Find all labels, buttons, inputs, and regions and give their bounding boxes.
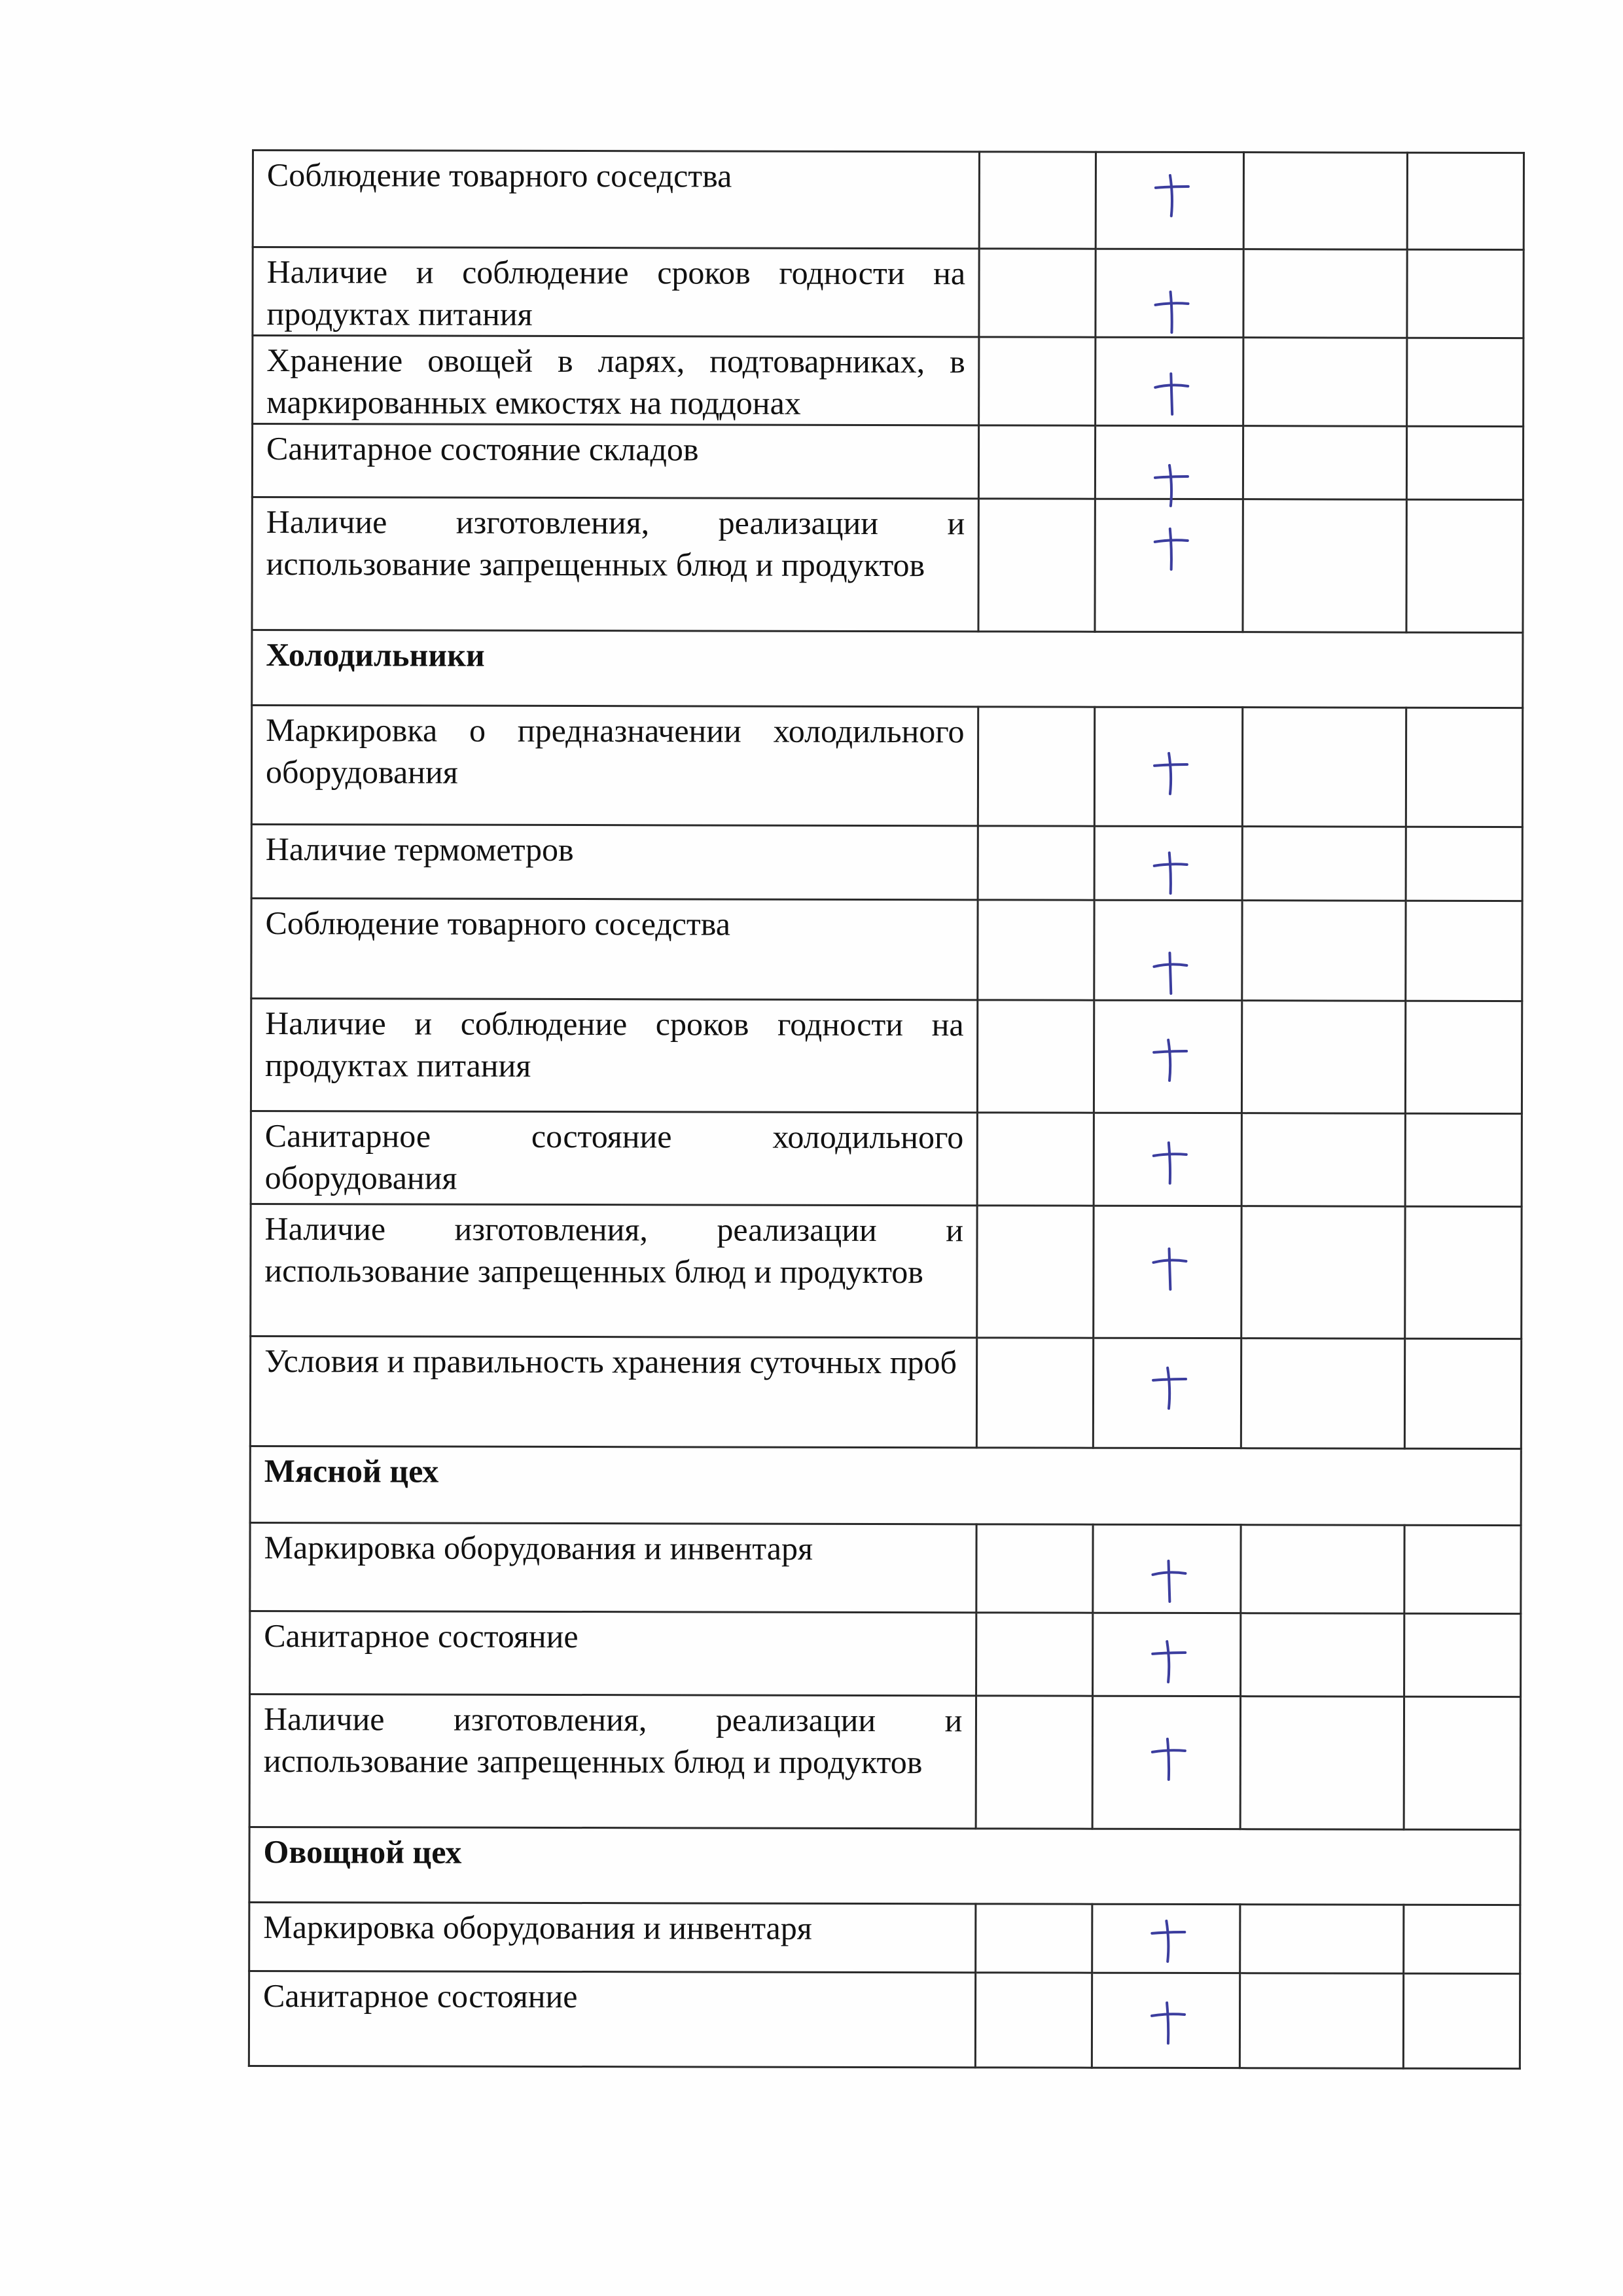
empty-cell xyxy=(1406,901,1522,1001)
empty-cell xyxy=(1240,1905,1404,1974)
handwritten-plus-mark xyxy=(1150,1558,1188,1604)
empty-cell xyxy=(1242,827,1406,901)
section-title: Овощной цех xyxy=(249,1827,1520,1905)
empty-cell xyxy=(1407,249,1524,338)
empty-cell xyxy=(1407,426,1524,499)
criterion-text: Санитарное состояние xyxy=(249,1971,976,2067)
handwritten-plus-mark xyxy=(1152,850,1190,896)
empty-cell xyxy=(1406,827,1522,901)
empty-cell xyxy=(1406,1113,1522,1206)
handwritten-plus-mark xyxy=(1151,1140,1189,1186)
table-row xyxy=(249,1694,1520,1829)
criterion-text: Маркировка оборудования и инвентаря xyxy=(250,1522,977,1612)
mark-cell xyxy=(1096,152,1243,249)
empty-cell xyxy=(1406,1001,1522,1113)
criterion-text: Санитарное состояние холодильного оборудования xyxy=(251,1111,978,1205)
table-row xyxy=(249,1902,1520,1973)
criterion-text: Соблюдение товарного соседства xyxy=(251,899,978,1000)
section-header-row xyxy=(249,1827,1520,1905)
empty-cell xyxy=(976,1524,1093,1613)
empty-cell xyxy=(1408,152,1524,249)
empty-cell xyxy=(979,425,1096,499)
empty-cell xyxy=(1405,1206,1522,1338)
empty-cell xyxy=(1404,1973,1520,2068)
table-row xyxy=(251,999,1522,1114)
table-row xyxy=(249,1971,1520,2068)
criterion-text: Хранение овощей в ларях, подтоварниках, в маркированных емкостях на поддонах xyxy=(253,336,980,425)
mark-cell xyxy=(1093,1338,1241,1448)
table-row xyxy=(253,247,1524,338)
mark-cell xyxy=(1094,707,1242,826)
mark-cell xyxy=(1094,826,1242,900)
empty-cell xyxy=(1404,1696,1521,1829)
mark-cell xyxy=(1094,900,1242,1000)
criterion-text: Санитарное состояние складов xyxy=(252,424,979,499)
empty-cell xyxy=(1404,1905,1520,1973)
empty-cell xyxy=(978,1113,1094,1206)
table-row xyxy=(250,1336,1521,1448)
handwritten-plus-mark xyxy=(1149,1918,1187,1964)
empty-cell xyxy=(980,152,1096,249)
criterion-text: Условия и правильность хранения суточных проб xyxy=(250,1336,977,1447)
handwritten-plus-mark xyxy=(1151,950,1189,996)
section-title: Мясной цех xyxy=(250,1446,1521,1525)
handwritten-plus-mark xyxy=(1152,526,1190,572)
table-row xyxy=(253,336,1524,427)
criterion-text: Санитарное состояние xyxy=(250,1611,977,1695)
empty-cell xyxy=(1241,1113,1406,1207)
mark-cell xyxy=(1092,1973,1240,2068)
handwritten-plus-mark xyxy=(1150,1246,1188,1292)
empty-cell xyxy=(1406,708,1523,827)
table-row xyxy=(253,151,1524,250)
mark-cell xyxy=(1093,1524,1241,1613)
handwritten-plus-mark xyxy=(1151,1037,1189,1083)
empty-cell xyxy=(1243,499,1407,633)
section-title: Холодильники xyxy=(252,630,1523,708)
empty-cell xyxy=(1243,338,1408,427)
mark-cell xyxy=(1093,1613,1241,1696)
mark-cell xyxy=(1095,425,1243,499)
empty-cell xyxy=(978,499,1095,632)
mark-cell xyxy=(1094,1000,1241,1113)
empty-cell xyxy=(979,249,1096,337)
empty-cell xyxy=(1405,1338,1522,1448)
handwritten-plus-mark xyxy=(1150,1365,1188,1411)
table-row xyxy=(251,825,1522,901)
mark-cell xyxy=(1096,249,1243,337)
empty-cell xyxy=(978,707,1095,826)
table-row xyxy=(251,706,1522,827)
empty-cell xyxy=(1241,1525,1405,1614)
empty-cell xyxy=(1407,338,1524,426)
mark-cell xyxy=(1095,499,1243,632)
empty-cell xyxy=(1404,1613,1521,1696)
handwritten-plus-mark xyxy=(1150,1639,1188,1685)
criterion-text: Наличие и соблюдение сроков годности на продуктах питания xyxy=(251,999,978,1113)
section-header-row xyxy=(252,630,1523,708)
handwritten-plus-mark xyxy=(1150,1736,1188,1782)
handwritten-plus-mark xyxy=(1152,289,1190,335)
handwritten-plus-mark xyxy=(1149,2000,1187,2046)
section-header-row xyxy=(250,1446,1521,1525)
criterion-text: Наличие и соблюдение сроков годности на продуктах питания xyxy=(253,247,980,337)
empty-cell xyxy=(1241,1206,1406,1339)
empty-cell xyxy=(976,1904,1092,1973)
empty-cell xyxy=(1404,1525,1521,1613)
table-row xyxy=(252,424,1523,500)
empty-cell xyxy=(978,826,1095,900)
table-row xyxy=(252,497,1523,633)
criterion-text: Маркировка оборудования и инвентаря xyxy=(249,1902,976,1972)
empty-cell xyxy=(1241,1613,1405,1697)
empty-cell xyxy=(978,900,1094,1000)
empty-cell xyxy=(977,1338,1094,1448)
empty-cell xyxy=(979,337,1096,425)
criterion-text: Наличие изготовления, реализации и использование запрещенных блюд и продуктов xyxy=(249,1694,976,1828)
mark-cell xyxy=(1092,1696,1240,1829)
checklist-table xyxy=(248,149,1525,2070)
empty-cell xyxy=(1242,708,1406,827)
mark-cell xyxy=(1094,1206,1241,1338)
empty-cell xyxy=(1243,249,1408,338)
handwritten-plus-mark xyxy=(1152,371,1190,417)
empty-cell xyxy=(977,1206,1094,1338)
criterion-text: Наличие изготовления, реализации и использование запрещенных блюд и продуктов xyxy=(251,1204,978,1337)
empty-cell xyxy=(1406,499,1523,632)
empty-cell xyxy=(1241,1338,1405,1449)
empty-cell xyxy=(976,1973,1092,2068)
mark-cell xyxy=(1094,1113,1241,1206)
empty-cell xyxy=(1242,901,1406,1001)
empty-cell xyxy=(1241,1001,1406,1114)
handwritten-plus-mark xyxy=(1152,751,1190,797)
empty-cell xyxy=(1240,1973,1404,2069)
criterion-text: Наличие термометров xyxy=(251,825,978,900)
table-row xyxy=(251,1111,1522,1206)
criterion-text: Наличие изготовления, реализации и использование запрещенных блюд и продуктов xyxy=(252,497,979,632)
empty-cell xyxy=(976,1696,1093,1829)
table-row xyxy=(251,899,1522,1001)
table-row xyxy=(250,1611,1521,1696)
empty-cell xyxy=(978,1000,1094,1113)
mark-cell xyxy=(1096,337,1243,425)
empty-cell xyxy=(1243,152,1408,250)
table-row xyxy=(250,1522,1521,1613)
empty-cell xyxy=(1243,426,1407,500)
empty-cell xyxy=(1240,1696,1404,1830)
criterion-text: Соблюдение товарного соседства xyxy=(253,151,980,249)
table-row xyxy=(251,1204,1522,1338)
empty-cell xyxy=(976,1613,1093,1696)
mark-cell xyxy=(1092,1904,1240,1973)
handwritten-plus-mark xyxy=(1153,173,1191,219)
criterion-text: Маркировка о предназначении холодильного оборудования xyxy=(251,706,978,826)
